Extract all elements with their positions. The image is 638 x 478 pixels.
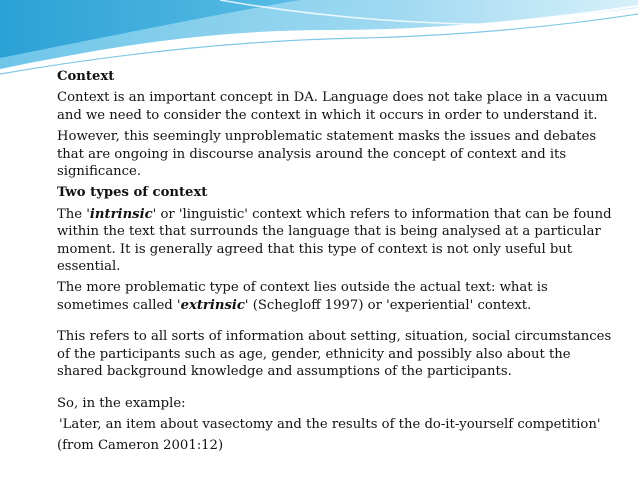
paragraph-3-start: The '	[57, 206, 90, 222]
paragraph-3	[57, 206, 617, 276]
paragraph-4	[57, 279, 617, 314]
paragraph-3-end: ' or 'linguistic' context which refers to information that can be found within the text that surrounds the language that is being analysed at a particular moment. It is generally agreed that this type of context is not only useful but essential.	[57, 206, 612, 275]
paragraph-4-end: ' (Schegloff 1997) or 'experiential' context.	[244, 297, 532, 313]
heading-two-types: Two types of context	[57, 185, 208, 201]
keyword-extrinsic: extrinsic	[180, 297, 245, 313]
paragraph-1: Context is an important concept in DA. Language does not take place in a vacuum and we need to consider the context in which it occurs in order to understand it.	[57, 90, 608, 123]
paragraph-5: This refers to all sorts of information about setting, situation, social circumstances of the participants such as age, gender, ethnicity and possibly also about the shared background knowledge and assumptions of the participants.	[57, 329, 612, 380]
paragraph-4-start: The more problematic type of context lies outside the actual text: what is sometimes called '	[57, 280, 548, 313]
paragraph-6: So, in the example:	[57, 395, 186, 411]
example-quote: 'Later, an item about vasectomy and the results of the do-it-yourself competition'	[59, 416, 601, 432]
keyword-intrinsic: intrinsic	[89, 206, 153, 222]
slide-body	[57, 68, 617, 459]
citation: (from Cameron 2001:12)	[57, 438, 224, 454]
heading-context: Context	[57, 69, 115, 84]
paragraph-2: However, this seemingly unproblematic statement masks the issues and debates that are ongoing in discourse analysis around the concept of context and its significance.	[57, 129, 597, 180]
